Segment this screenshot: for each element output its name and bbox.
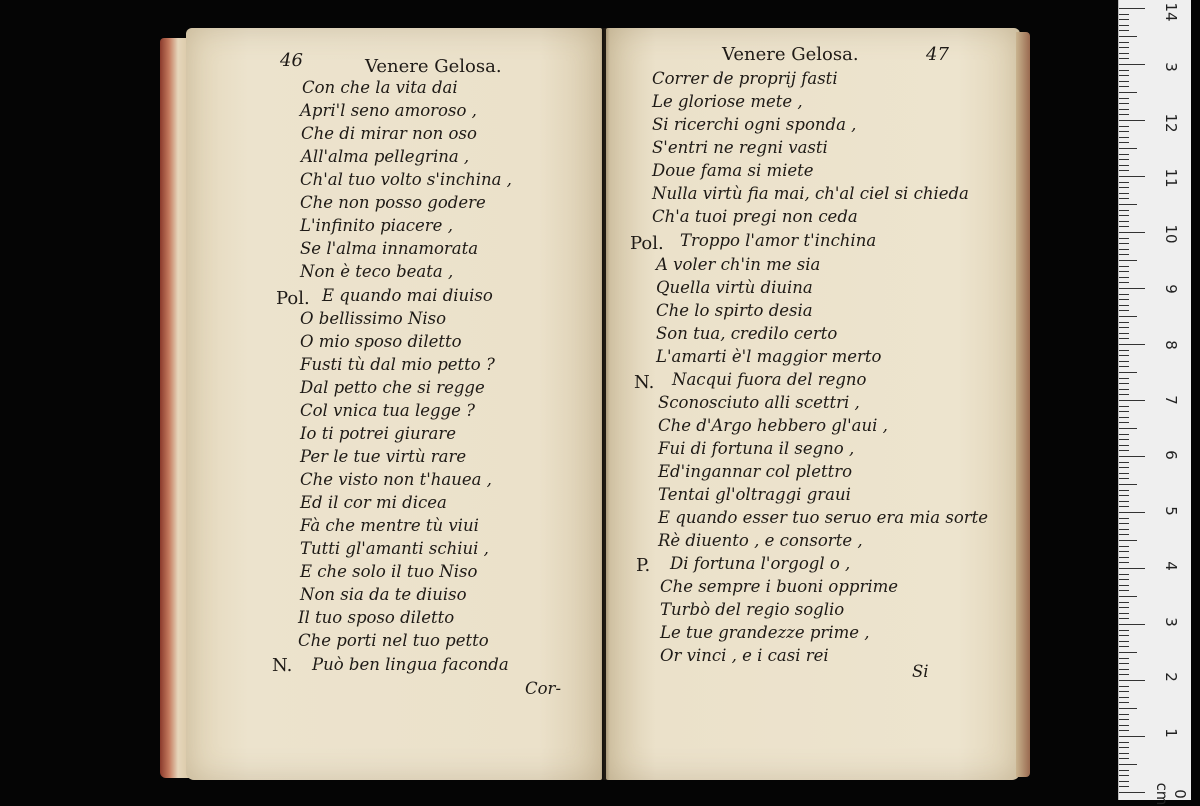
verse-line: All'alma pellegrina , xyxy=(301,147,470,166)
verse-line: Non è teco beata , xyxy=(300,262,454,281)
verse-line: E che solo il tuo Niso xyxy=(300,562,478,581)
verse-line: Ed il cor mi dicea xyxy=(300,493,447,512)
ruler-tick xyxy=(1119,585,1129,586)
ruler-tick xyxy=(1119,30,1129,31)
ruler-label: 12 xyxy=(1162,113,1180,133)
right-running-header: Venere Gelosa. xyxy=(722,44,859,65)
ruler-tick xyxy=(1119,758,1129,759)
verse-line: Or vinci , e i casi rei xyxy=(660,646,829,665)
ruler-tick xyxy=(1119,338,1129,339)
ruler-tick xyxy=(1119,411,1129,412)
ruler-tick xyxy=(1119,618,1129,619)
left-page-number: 46 xyxy=(280,50,303,71)
verse-line: Per le tue virtù rare xyxy=(300,447,467,466)
verse-line: Si ricerchi ogni sponda , xyxy=(652,115,857,134)
ruler-tick xyxy=(1119,210,1129,211)
ruler-tick xyxy=(1119,109,1129,110)
ruler-tick xyxy=(1119,691,1129,692)
ruler-tick xyxy=(1119,568,1145,569)
ruler-tick xyxy=(1119,8,1145,9)
ruler-tick xyxy=(1119,98,1129,99)
ruler-tick xyxy=(1119,658,1129,659)
ruler-tick xyxy=(1119,215,1129,216)
ruler-label: 4 xyxy=(1162,561,1180,572)
ruler-tick xyxy=(1119,372,1137,373)
ruler-tick xyxy=(1119,137,1129,138)
verse-line: Quella virtù diuina xyxy=(656,278,813,297)
ruler-tick xyxy=(1119,607,1129,608)
speaker-label: N. xyxy=(634,372,655,393)
book-gutter xyxy=(600,28,610,780)
ruler-tick xyxy=(1119,310,1129,311)
ruler-label: 11 xyxy=(1162,168,1180,188)
ruler-tick xyxy=(1119,602,1129,603)
ruler-tick xyxy=(1119,19,1129,20)
ruler-tick xyxy=(1119,467,1129,468)
ruler-tick xyxy=(1119,775,1129,776)
ruler-tick xyxy=(1119,786,1129,787)
ruler-tick xyxy=(1119,529,1129,530)
verse-line: Tutti gl'amanti schiui , xyxy=(300,539,489,558)
verse-line: Fà che mentre tù viui xyxy=(300,516,479,535)
ruler-tick xyxy=(1119,394,1129,395)
verse-line: E quando esser tuo seruo era mia sorte xyxy=(658,508,989,527)
ruler-tick xyxy=(1119,187,1129,188)
verse-line: Fui di fortuna il segno , xyxy=(658,439,855,458)
ruler-tick xyxy=(1119,686,1129,687)
ruler-tick xyxy=(1119,36,1137,37)
ruler-tick xyxy=(1119,523,1129,524)
measuring-ruler xyxy=(1118,0,1191,806)
ruler-tick xyxy=(1119,86,1129,87)
ruler-tick xyxy=(1119,630,1129,631)
verse-line: Dal petto che si regge xyxy=(300,378,485,397)
ruler-tick xyxy=(1119,254,1129,255)
verse-line: Apri'l seno amoroso , xyxy=(300,101,477,120)
ruler-tick xyxy=(1119,260,1137,261)
ruler-tick xyxy=(1119,428,1137,429)
ruler-tick xyxy=(1119,366,1129,367)
ruler-tick xyxy=(1119,193,1129,194)
ruler-tick xyxy=(1119,490,1129,491)
ruler-tick xyxy=(1119,154,1129,155)
verse-line: S'entri ne regni vasti xyxy=(652,138,828,157)
ruler-tick xyxy=(1119,204,1137,205)
ruler-tick xyxy=(1119,361,1129,362)
ruler-tick xyxy=(1119,669,1129,670)
verse-line: Son tua, credilo certo xyxy=(656,324,838,343)
ruler-tick xyxy=(1119,708,1137,709)
ruler-tick xyxy=(1119,506,1129,507)
verse-line: Di fortuna l'orgogl o , xyxy=(670,554,851,573)
verse-line: Ch'a tuoi pregi non ceda xyxy=(652,207,858,226)
ruler-tick xyxy=(1119,355,1129,356)
ruler-tick xyxy=(1119,736,1145,737)
verse-line: Troppo l'amor t'inchina xyxy=(680,231,877,250)
ruler-label: 0 cm xyxy=(1153,782,1189,806)
ruler-tick xyxy=(1119,327,1129,328)
ruler-tick xyxy=(1119,422,1129,423)
ruler-tick xyxy=(1119,333,1129,334)
ruler-label: 2 xyxy=(1162,672,1180,682)
verse-line: O mio sposo diletto xyxy=(300,332,462,351)
ruler-tick xyxy=(1119,406,1129,407)
ruler-label: 14 xyxy=(1162,2,1180,22)
ruler-tick xyxy=(1119,557,1129,558)
verse-line: Che d'Argo hebbero gl'aui , xyxy=(658,416,888,435)
ruler-tick xyxy=(1119,288,1145,289)
ruler-tick xyxy=(1119,142,1129,143)
verse-line: Che visto non t'hauea , xyxy=(300,470,492,489)
ruler-label: 5 xyxy=(1162,506,1180,516)
verse-line: Le tue grandezze prime , xyxy=(660,623,870,642)
ruler-label: 7 xyxy=(1162,395,1180,405)
ruler-tick xyxy=(1119,165,1129,166)
verse-line: O bellissimo Niso xyxy=(300,309,447,328)
ruler-tick xyxy=(1119,501,1129,502)
ruler-tick xyxy=(1119,81,1129,82)
ruler-tick xyxy=(1119,243,1129,244)
verse-line: Rè diuento , e consorte , xyxy=(658,531,863,550)
catchword: Cor- xyxy=(525,679,562,698)
speaker-label: Pol. xyxy=(630,233,664,254)
ruler-tick xyxy=(1119,182,1129,183)
ruler-tick xyxy=(1119,753,1129,754)
ruler-tick xyxy=(1119,120,1145,121)
verse-line: Che lo spirto desia xyxy=(656,301,813,320)
verse-line: Sconosciuto alli scettri , xyxy=(658,393,860,412)
ruler-tick xyxy=(1119,232,1145,233)
ruler-tick xyxy=(1119,389,1129,390)
ruler-tick xyxy=(1119,383,1129,384)
ruler-tick xyxy=(1119,14,1129,15)
ruler-tick xyxy=(1119,562,1129,563)
ruler-tick xyxy=(1119,792,1145,793)
ruler-label: 3 xyxy=(1162,616,1180,627)
speaker-label: N. xyxy=(272,655,293,676)
ruler-label: 9 xyxy=(1162,284,1180,294)
ruler-tick xyxy=(1119,725,1129,726)
verse-line: Il tuo sposo diletto xyxy=(298,608,455,627)
verse-line: Le gloriose mete , xyxy=(652,92,803,111)
verse-line: Io ti potrei giurare xyxy=(300,424,456,443)
ruler-tick xyxy=(1119,546,1129,547)
verse-line: Ch'al tuo volto s'inchina , xyxy=(300,170,512,189)
ruler-label: 3 xyxy=(1162,62,1180,73)
left-running-header: Venere Gelosa. xyxy=(365,56,502,77)
verse-line: Non sia da te diuiso xyxy=(300,585,467,604)
ruler-tick xyxy=(1119,574,1129,575)
ruler-tick xyxy=(1119,680,1145,681)
ruler-tick xyxy=(1119,238,1129,239)
ruler-tick xyxy=(1119,42,1129,43)
ruler-tick xyxy=(1119,58,1129,59)
ruler-tick xyxy=(1119,266,1129,267)
ruler-label: 8 xyxy=(1162,339,1180,350)
ruler-tick xyxy=(1119,344,1145,345)
ruler-tick xyxy=(1119,512,1145,513)
verse-line: Che di mirar non oso xyxy=(301,124,477,143)
ruler-tick xyxy=(1119,439,1129,440)
ruler-tick xyxy=(1119,456,1145,457)
ruler-tick xyxy=(1119,148,1137,149)
verse-line: Che porti nel tuo petto xyxy=(298,631,489,650)
ruler-tick xyxy=(1119,540,1137,541)
ruler-tick xyxy=(1119,53,1129,54)
ruler-tick xyxy=(1119,518,1129,519)
ruler-tick xyxy=(1119,781,1129,782)
ruler-label: 1 xyxy=(1162,727,1180,738)
ruler-tick xyxy=(1119,305,1129,306)
ruler-tick xyxy=(1119,378,1129,379)
catchword: Si xyxy=(912,662,929,681)
ruler-tick xyxy=(1119,417,1129,418)
ruler-tick xyxy=(1119,70,1129,71)
ruler-tick xyxy=(1119,221,1129,222)
ruler-tick xyxy=(1119,764,1137,765)
ruler-tick xyxy=(1119,613,1129,614)
ruler-tick xyxy=(1119,646,1129,647)
ruler-tick xyxy=(1119,579,1129,580)
speaker-label: Pol. xyxy=(276,288,310,309)
ruler-tick xyxy=(1119,495,1129,496)
verse-line: A voler ch'in me sia xyxy=(656,255,821,274)
ruler-tick xyxy=(1119,131,1129,132)
verse-line: Nacqui fuora del regno xyxy=(672,370,867,389)
ruler-tick xyxy=(1119,294,1129,295)
ruler-tick xyxy=(1119,473,1129,474)
ruler-tick xyxy=(1119,226,1129,227)
ruler-tick xyxy=(1119,316,1137,317)
ruler-tick xyxy=(1119,596,1137,597)
ruler-tick xyxy=(1119,92,1137,93)
verse-line: Fusti tù dal mio petto ? xyxy=(300,355,495,374)
verse-line: Tentai gl'oltraggi graui xyxy=(658,485,851,504)
ruler-tick xyxy=(1119,462,1129,463)
verse-line: Con che la vita dai xyxy=(302,78,458,97)
verse-line: Se l'alma innamorata xyxy=(300,239,479,258)
ruler-tick xyxy=(1119,590,1129,591)
ruler-tick xyxy=(1119,64,1145,65)
ruler-tick xyxy=(1119,652,1137,653)
ruler-tick xyxy=(1119,103,1129,104)
ruler-tick xyxy=(1119,697,1129,698)
ruler-tick xyxy=(1119,277,1129,278)
ruler-label: 10 xyxy=(1162,224,1180,244)
ruler-tick xyxy=(1119,445,1129,446)
ruler-tick xyxy=(1119,126,1129,127)
ruler-tick xyxy=(1119,114,1129,115)
ruler-tick xyxy=(1119,170,1129,171)
verse-line: Che non posso godere xyxy=(300,193,486,212)
ruler-tick xyxy=(1119,282,1129,283)
verse-line: L'infinito piacere , xyxy=(300,216,453,235)
ruler-tick xyxy=(1119,624,1145,625)
ruler-tick xyxy=(1119,350,1129,351)
ruler-tick xyxy=(1119,176,1145,177)
speaker-label: P. xyxy=(636,555,651,576)
ruler-tick xyxy=(1119,75,1129,76)
ruler-tick xyxy=(1119,271,1129,272)
ruler-tick xyxy=(1119,641,1129,642)
verse-line: Doue fama si miete xyxy=(652,161,814,180)
ruler-tick xyxy=(1119,478,1129,479)
ruler-tick xyxy=(1119,400,1145,401)
ruler-tick xyxy=(1119,484,1137,485)
verse-line: Col vnica tua legge ? xyxy=(300,401,475,420)
verse-line: Può ben lingua faconda xyxy=(312,655,509,674)
ruler-tick xyxy=(1119,635,1129,636)
ruler-tick xyxy=(1119,663,1129,664)
ruler-tick xyxy=(1119,198,1129,199)
ruler-tick xyxy=(1119,674,1129,675)
verse-line: Correr de proprij fasti xyxy=(652,69,838,88)
ruler-tick xyxy=(1119,702,1129,703)
ruler-tick xyxy=(1119,299,1129,300)
ruler-tick xyxy=(1119,249,1129,250)
verse-line: L'amarti è'l maggior merto xyxy=(656,347,882,366)
verse-line: Ed'ingannar col plettro xyxy=(658,462,853,481)
ruler-tick xyxy=(1119,714,1129,715)
ruler-tick xyxy=(1119,47,1129,48)
ruler-tick xyxy=(1119,534,1129,535)
ruler-tick xyxy=(1119,25,1129,26)
ruler-tick xyxy=(1119,747,1129,748)
ruler-label: 6 xyxy=(1162,450,1180,461)
ruler-tick xyxy=(1119,719,1129,720)
verse-line: Che sempre i buoni opprime xyxy=(660,577,899,596)
ruler-tick xyxy=(1119,730,1129,731)
ruler-tick xyxy=(1119,742,1129,743)
ruler-tick xyxy=(1119,450,1129,451)
ruler-tick xyxy=(1119,322,1129,323)
ruler-tick xyxy=(1119,551,1129,552)
ruler-tick xyxy=(1119,434,1129,435)
book-cover-edge xyxy=(1016,32,1030,777)
ruler-tick xyxy=(1119,159,1129,160)
ruler-tick xyxy=(1119,770,1129,771)
verse-line: Nulla virtù fia mai, ch'al ciel si chieda xyxy=(652,184,969,203)
right-page-number: 47 xyxy=(926,44,949,65)
verse-line: Turbò del regio soglio xyxy=(660,600,845,619)
verse-line: E quando mai diuiso xyxy=(322,286,493,305)
